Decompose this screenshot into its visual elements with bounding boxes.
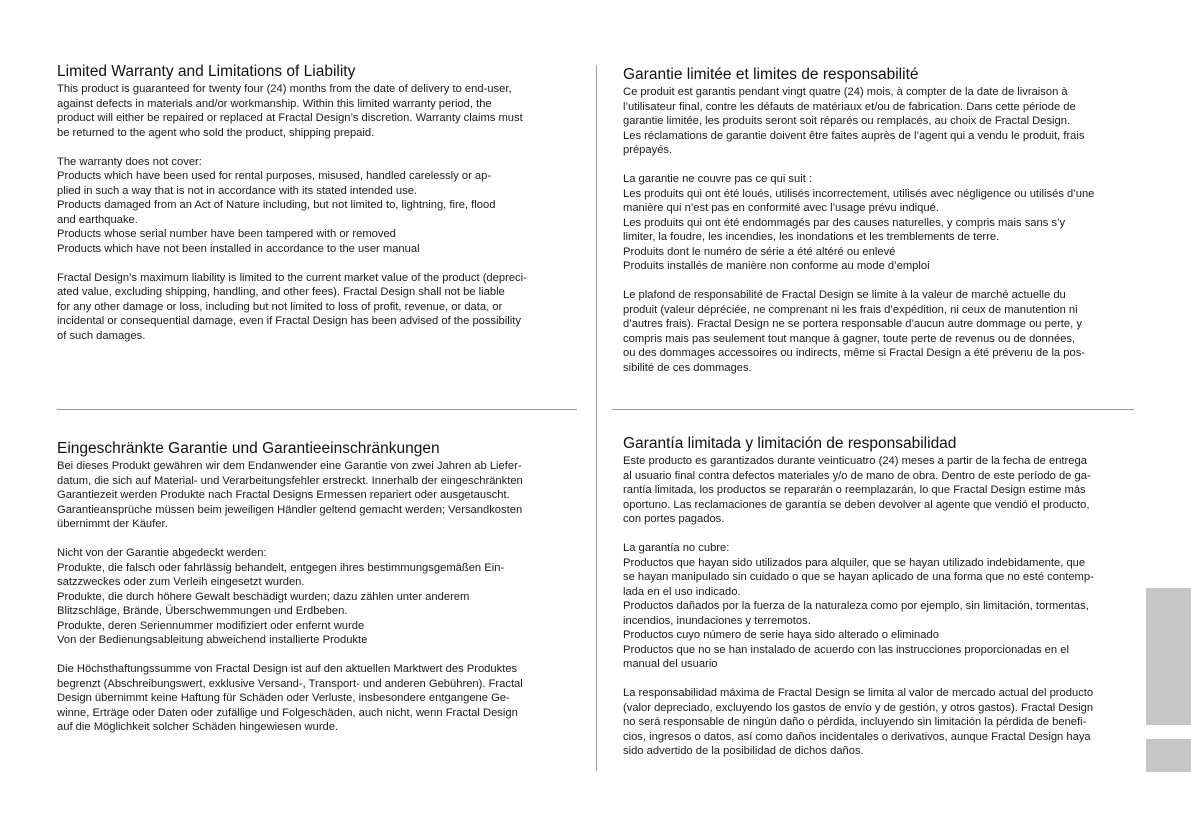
not-covered-item-line: Von der Bedienungsableitung abweichend installierte Produkte [57,634,368,646]
not-covered-item-line: incendios, inundaciones y terremotos. [623,614,811,627]
not-covered-heading: The warranty does not cover: [57,155,202,168]
page-edge-tab-large [1146,588,1191,725]
not-covered-item-line: Produkte, die durch höhere Gewalt beschädigt wurden; dazu zählen unter anderem [57,590,470,603]
liability-line: Die Höchsthaftungssumme von Fractal Design ist auf den aktuellen Marktwert des Produktes [57,663,518,675]
not-covered-item-line: limiter, la foudre, les incendies, les inondations et les tremblements de terre. [623,231,1000,243]
liability-line: ou des dommages accessoires ou indirects, même si Fractal Design a été prévenu de la pos- [623,347,1086,359]
not-covered-item-line: Products damaged from an Act of Nature including, but not limited to, lightning, fire, flood [57,199,496,211]
not-covered-item-line: Blitzschläge, Brände, Überschwemmungen und Erdbeben. [57,605,348,617]
warranty-section-spanish [623,435,1141,759]
not-covered-item [623,599,1141,628]
not-covered-heading: La garantie ne couvre pas ce qui suit : [623,173,813,185]
liability-line: of such damages. [57,329,146,342]
intro-line: Les réclamations de garantie doivent être faites auprès de l’agent qui a vendu le produit, frais [623,129,1085,142]
spacer [57,532,569,547]
intro-line: Este producto es garantizados durante veinticuatro (24) meses a partir de la fecha de entrega [623,455,1087,467]
liability-line: compris mais pas seulement tout manque à gagner, toute perte de revenus ou de données, [623,332,1076,345]
liability-line: begrenzt (Abschreibungswert, exklusive Versand-, Transport- und anderen Gebühren). Fractal [57,677,523,690]
intro-line: Garantiezeit werden Produkte nach Fractal Designs Ermessen repariert oder ausgetauscht. [57,489,510,501]
warranty-section-french [623,66,1141,375]
liability-paragraph [57,271,569,344]
intro-paragraph [57,459,569,532]
spacer [623,527,1141,542]
liability-line: for any other damage or loss, including but not limited to loss of profit, revenue, or data, or [57,300,503,313]
intro-line: Bei dieses Produkt gewähren wir dem Endanwender eine Garantie von zwei Jahren ab Liefer- [57,460,522,472]
section-divider-right [612,409,1134,410]
liability-line: Le plafond de responsabilité de Fractal Design se limite à la valeur de marché actuelle du [623,289,1066,301]
not-covered-item [623,245,1141,260]
not-covered-item [623,187,1141,216]
not-covered-item [57,590,569,619]
not-covered-heading: Nicht von der Garantie abgedeckt werden: [57,547,267,559]
section-title: Eingeschränkte Garantie und Garantieeinschränkungen [57,440,440,457]
intro-line: oportuno. Las reclamaciones de garantía se deben devolver al agente que vendió el producto, [623,498,1090,511]
not-covered-item [57,242,569,257]
section-title: Garantía limitada y limitación de responsabilidad [623,435,957,452]
not-covered-item [57,198,569,227]
spacer [623,672,1141,687]
intro-paragraph [623,85,1141,158]
not-covered-item [623,216,1141,245]
intro-line: con portes pagados. [623,513,725,525]
section-title: Limited Warranty and Limitations of Liability [57,63,356,80]
not-covered-heading: La garantía no cubre: [623,542,730,554]
not-covered-item [57,169,569,198]
intro-paragraph [57,82,569,140]
not-covered-item [57,561,569,590]
not-covered-item-line: Produits dont le numéro de série a été altéré ou enlevé [623,245,896,258]
not-covered-item [57,619,569,634]
not-covered-item [623,643,1141,672]
not-covered-item-line: Productos cuyo número de serie haya sido alterado o eliminado [623,629,939,641]
intro-line: Garantieansprüche müssen beim jeweiligen Händler geltend gemacht werden; Versandkosten [57,503,523,516]
liability-line: incidental or consequential damage, even if Fractal Design has been advised of the possibility [57,315,521,327]
liability-line: auf die Möglichkeit solcher Schäden hingewiesen wurde. [57,721,339,733]
warranty-section-german [57,440,569,735]
not-covered-item-line: manual del usuario [623,658,718,670]
not-covered-item-line: Productos que no se han instalado de acuerdo con las instrucciones proporcionadas en el [623,643,1069,656]
not-covered-item-line: Productos que hayan sido utilizados para alquiler, que se hayan utilizado indebidamente, que [623,556,1086,569]
intro-line: Ce produit est garantis pendant vingt quatre (24) mois, à compter de la date de livraison à [623,86,1068,98]
spacer [57,648,569,663]
liability-line: sibilité de ces dommages. [623,361,752,374]
not-covered-item-line: plied in such a way that is not in accordance with its stated intended use. [57,184,418,197]
liability-line: no será responsable de ningún daño o pérdida, incluyendo sin limitación la pérdida de benefi- [623,716,1087,728]
intro-line: rantía limitada, los productos se repararán o reemplazarán, lo que Fractal Design estime más [623,484,1086,496]
not-covered-item-line: satzzweckes oder zum Verleih eingesetzt wurden. [57,576,305,588]
intro-line: against defects in materials and/or workmanship. Within this limited warranty period, the [57,97,492,110]
intro-line: datum, die sich auf Material- und Verarbeitungsfehler erstreckt. Innerhalb der eingeschränkten [57,474,523,487]
intro-line: garantie limitée, les produits seront soit réparés ou remplacés, au choix de Fractal Design. [623,115,1071,127]
liability-line: cios, ingresos o datos, así como daños incidentales o derivativos, aunque Fractal Design haya [623,730,1091,743]
liability-line: La responsabilidad máxima de Fractal Design se limita al valor de mercado actual del producto [623,687,1094,699]
not-covered-item-line: Produkte, deren Seriennummer modifiziert oder enfernt wurde [57,619,365,632]
not-covered-item-line: Les produits qui ont été loués, utilisés incorrectement, utilisés avec négligence ou utilisés d’une [623,187,1095,200]
not-covered-item-line: Les produits qui ont été endommagés par des causes naturelles, y compris mais sans s’y [623,216,1066,229]
not-covered-item-line: Products which have been used for rental purposes, misused, handled carelessly or ap- [57,170,492,182]
intro-paragraph [623,454,1141,527]
not-covered-item-line: Produits installés de manière non conforme au mode d’emploi [623,260,930,272]
liability-line: (valor depreciado, excluyendo los gastos de envío y de gestión, y otros gastos). Fractal Design [623,701,1094,714]
not-covered-item [623,628,1141,643]
not-covered-item-line: se hayan manipulado sin cuidado o que se hayan aplicado de una forma que no esté contemp- [623,571,1094,583]
intro-line: product will either be repaired or replaced at Fractal Design’s discretion. Warranty claims must [57,112,523,124]
liability-line: produit (valeur dépréciée, ne comprenant ni les frais d’expédition, ni ceux de manutention ni [623,303,1078,316]
not-covered-item-line: lada en el uso indicado. [623,585,741,598]
not-covered-item-line: Productos dañados por la fuerza de la naturaleza como por ejemplo, sin limitación, tormentas, [623,600,1089,612]
not-covered-item-line: Produkte, die falsch oder fahrlässig behandelt, entgegen ihres bestimmungsgemäßen Ein- [57,561,505,574]
not-covered-item [623,556,1141,600]
liability-paragraph [623,686,1141,759]
liability-line: d’autres frais). Fractal Design ne se portera responsable d’aucun autre dommage ou perte, y [623,318,1082,330]
spacer [623,158,1141,173]
section-title: Garantie limitée et limites de responsabilité [623,66,919,83]
warranty-section-english [57,63,569,343]
not-covered-item [57,227,569,242]
intro-line: prépayés. [623,144,673,156]
spacer [57,140,569,155]
liability-paragraph [57,662,569,735]
intro-line: This product is guaranteed for twenty four (24) months from the date of delivery to end-user, [57,83,512,95]
not-covered-item [57,633,569,648]
not-covered-item [623,259,1141,274]
spacer [623,274,1141,289]
liability-paragraph [623,288,1141,375]
spacer [57,256,569,271]
liability-line: winne, Erträge oder Daten oder zufällige und Folgeschäden, auch nicht, wenn Fractal Design [57,706,518,719]
column-divider [596,65,597,771]
liability-line: Fractal Design’s maximum liability is limited to the current market value of the product (depreci- [57,271,527,284]
liability-line: ated value, excluding shipping, handling, and other fees). Fractal Design shall not be liable [57,286,505,298]
intro-line: übernimmt der Käufer. [57,518,168,530]
intro-line: al usuario final contra defectos materiales y/o de mano de obra. Dentro de este período de ga- [623,469,1091,482]
liability-line: Design übernimmt keine Haftung für Schäden oder Verluste, insbesondere entgangene Ge- [57,692,510,704]
liability-line: sido advertido de la posibilidad de dichos daños. [623,745,864,757]
section-divider-left [57,409,577,410]
page-edge-tab-small [1146,739,1191,772]
not-covered-item-line: Products whose serial number have been tampered with or removed [57,228,396,240]
not-covered-item-line: manière qui n’est pas en conformité avec l’usage prévu indiqué. [623,202,939,214]
not-covered-item-line: and earthquake. [57,213,138,226]
not-covered-item-line: Products which have not been installed in accordance to the user manual [57,242,420,255]
intro-line: l’utilisateur final, contre les défauts de matériaux et/ou de fabrication. Dans cette période de [623,100,1076,113]
intro-line: be returned to the agent who sold the product, shipping prepaid. [57,126,375,139]
